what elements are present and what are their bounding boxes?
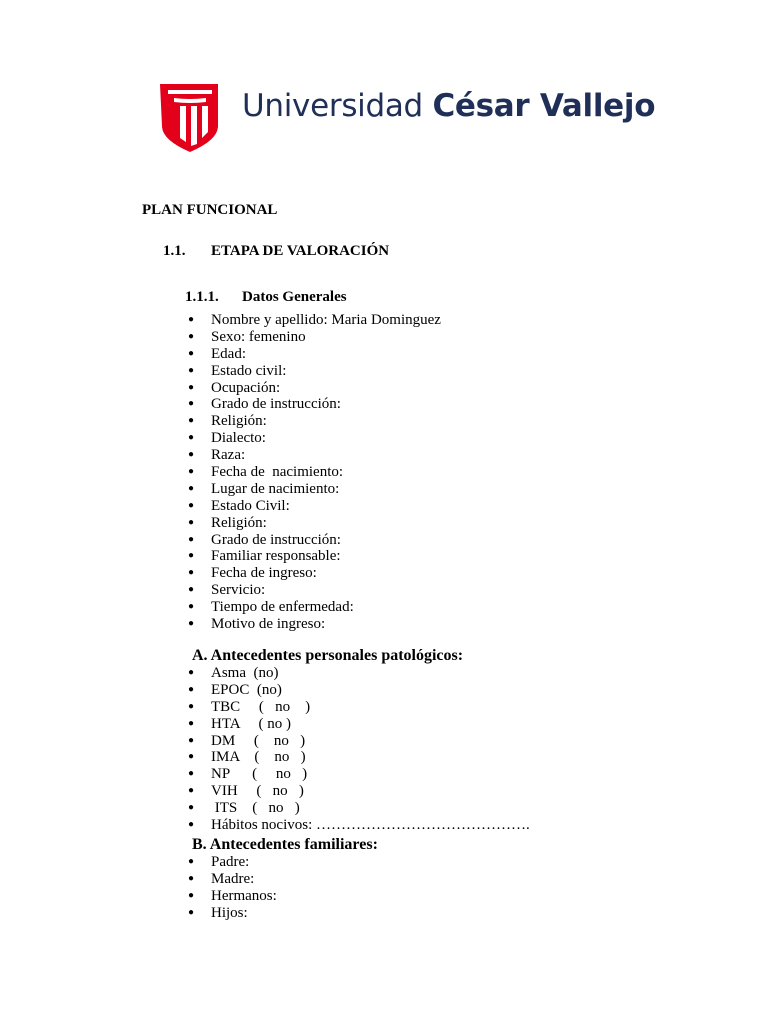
list-item-text: VIH ( no ) bbox=[211, 783, 304, 800]
list-item bbox=[188, 783, 588, 800]
list-item bbox=[188, 447, 588, 464]
antecedentes-personales-list bbox=[188, 665, 588, 834]
list-item-text: Padre: bbox=[211, 854, 250, 870]
university-name bbox=[242, 86, 655, 126]
bullet-icon: ● bbox=[188, 618, 195, 630]
list-item bbox=[188, 396, 588, 413]
subsection-number: 1.1.1. bbox=[185, 289, 219, 305]
list-item-text: Religión: bbox=[211, 514, 267, 531]
list-item bbox=[188, 699, 588, 716]
section-number: 1.1. bbox=[163, 243, 186, 259]
list-item bbox=[188, 616, 588, 633]
list-item bbox=[188, 682, 588, 699]
list-item-text: Tiempo de enfermedad: bbox=[211, 599, 354, 616]
university-logo bbox=[160, 82, 680, 154]
list-item-text: Grado de instrucción: bbox=[211, 396, 341, 413]
bullet-icon: ● bbox=[188, 533, 195, 545]
list-item-text: Familiar responsable: bbox=[211, 548, 341, 565]
list-item bbox=[188, 871, 588, 888]
document-title: PLAN FUNCIONAL bbox=[142, 202, 278, 218]
brand-regular: Universidad bbox=[242, 88, 433, 124]
bullet-icon: ● bbox=[188, 802, 195, 814]
bullet-icon: ● bbox=[188, 584, 195, 596]
list-item bbox=[188, 481, 588, 498]
list-item bbox=[188, 464, 588, 481]
bullet-icon: ● bbox=[188, 516, 195, 528]
list-item bbox=[188, 854, 588, 871]
antecedentes-familiares-title: B. Antecedentes familiares: bbox=[192, 836, 378, 853]
bullet-icon: ● bbox=[188, 550, 195, 562]
list-item-text: Grado de instrucción: bbox=[211, 531, 341, 548]
list-item bbox=[188, 329, 588, 346]
bullet-icon: ● bbox=[188, 667, 195, 678]
list-item bbox=[188, 733, 588, 750]
bullet-icon: ● bbox=[188, 601, 195, 613]
bullet-icon: ● bbox=[188, 398, 195, 410]
list-item-text: Madre: bbox=[211, 870, 255, 887]
list-item bbox=[188, 800, 588, 817]
shield-stripes-icon bbox=[160, 82, 220, 152]
bullet-icon: ● bbox=[188, 567, 195, 579]
bullet-icon: ● bbox=[188, 889, 195, 901]
list-item-text: Asma (no) bbox=[211, 665, 279, 681]
list-item bbox=[188, 413, 588, 430]
bullet-icon: ● bbox=[188, 819, 195, 831]
bullet-icon: ● bbox=[188, 415, 195, 427]
list-item bbox=[188, 766, 588, 783]
list-item-text: Dialecto: bbox=[211, 430, 266, 447]
list-item-text: ITS ( no ) bbox=[211, 800, 300, 817]
list-item-text: Fecha de ingreso: bbox=[211, 565, 317, 582]
list-item-text: Motivo de ingreso: bbox=[211, 616, 326, 633]
list-item bbox=[188, 312, 588, 329]
list-item bbox=[188, 548, 588, 565]
list-item-text: TBC ( no ) bbox=[211, 698, 311, 715]
list-item bbox=[188, 498, 588, 515]
bullet-icon: ● bbox=[188, 330, 195, 342]
bullet-icon: ● bbox=[188, 856, 195, 867]
list-item bbox=[188, 905, 588, 922]
bullet-icon: ● bbox=[188, 751, 195, 763]
list-item-text: EPOC (no) bbox=[211, 681, 282, 698]
list-item-text: Edad: bbox=[211, 345, 246, 362]
brand-bold: César Vallejo bbox=[432, 88, 656, 124]
bullet-icon: ● bbox=[188, 364, 195, 376]
bullet-icon: ● bbox=[188, 347, 195, 359]
antecedentes-personales-title: A. Antecedentes personales patológicos: bbox=[192, 647, 464, 664]
list-item-text: Sexo: femenino bbox=[211, 328, 306, 345]
bullet-icon: ● bbox=[188, 768, 195, 780]
list-item bbox=[188, 582, 588, 599]
list-item bbox=[188, 599, 588, 616]
bullet-icon: ● bbox=[188, 432, 195, 444]
list-item bbox=[188, 888, 588, 905]
bullet-icon: ● bbox=[188, 906, 195, 918]
bullet-icon: ● bbox=[188, 482, 195, 494]
bullet-icon: ● bbox=[188, 314, 195, 325]
list-item-text: Lugar de nacimiento: bbox=[211, 480, 340, 497]
section-title: ETAPA DE VALORACIÓN bbox=[211, 243, 390, 259]
list-item bbox=[188, 665, 588, 682]
bullet-icon: ● bbox=[188, 499, 195, 511]
bullet-icon: ● bbox=[188, 785, 195, 797]
list-item bbox=[188, 515, 588, 532]
subsection-title: Datos Generales bbox=[242, 289, 347, 305]
bullet-icon: ● bbox=[188, 700, 195, 712]
datos-generales-list bbox=[188, 312, 588, 633]
list-item-text: Estado civil: bbox=[211, 362, 287, 379]
list-item-text: Religión: bbox=[211, 413, 267, 430]
list-item bbox=[188, 363, 588, 380]
bullet-icon: ● bbox=[188, 734, 195, 746]
bullet-icon: ● bbox=[188, 381, 195, 393]
list-item-text: Ocupación: bbox=[211, 379, 281, 396]
list-item-text: Hermanos: bbox=[211, 887, 277, 904]
list-item bbox=[188, 380, 588, 397]
list-item-text: Estado Civil: bbox=[211, 497, 290, 514]
list-item bbox=[188, 817, 588, 834]
bullet-icon: ● bbox=[188, 449, 195, 461]
list-item bbox=[188, 716, 588, 733]
list-item-text: HTA ( no ) bbox=[211, 715, 292, 732]
list-item bbox=[188, 532, 588, 549]
list-item bbox=[188, 749, 588, 766]
bullet-icon: ● bbox=[188, 466, 195, 478]
list-item-text: Raza: bbox=[211, 447, 246, 464]
list-item-text: DM ( no ) bbox=[211, 732, 306, 749]
list-item-text: Fecha de nacimiento: bbox=[211, 464, 344, 481]
list-item-text: Nombre y apellido: Maria Dominguez bbox=[211, 312, 441, 328]
list-item-text: Hábitos nocivos: ……………………………………. bbox=[211, 817, 530, 834]
list-item-text: Servicio: bbox=[211, 582, 266, 599]
antecedentes-familiares-list bbox=[188, 854, 588, 922]
list-item bbox=[188, 430, 588, 447]
bullet-icon: ● bbox=[188, 717, 195, 729]
bullet-icon: ● bbox=[188, 872, 195, 884]
list-item bbox=[188, 346, 588, 363]
list-item-text: NP ( no ) bbox=[211, 766, 308, 783]
list-item-text: IMA ( no ) bbox=[211, 749, 306, 766]
bullet-icon: ● bbox=[188, 683, 195, 695]
list-item bbox=[188, 565, 588, 582]
list-item-text: Hijos: bbox=[211, 904, 248, 921]
